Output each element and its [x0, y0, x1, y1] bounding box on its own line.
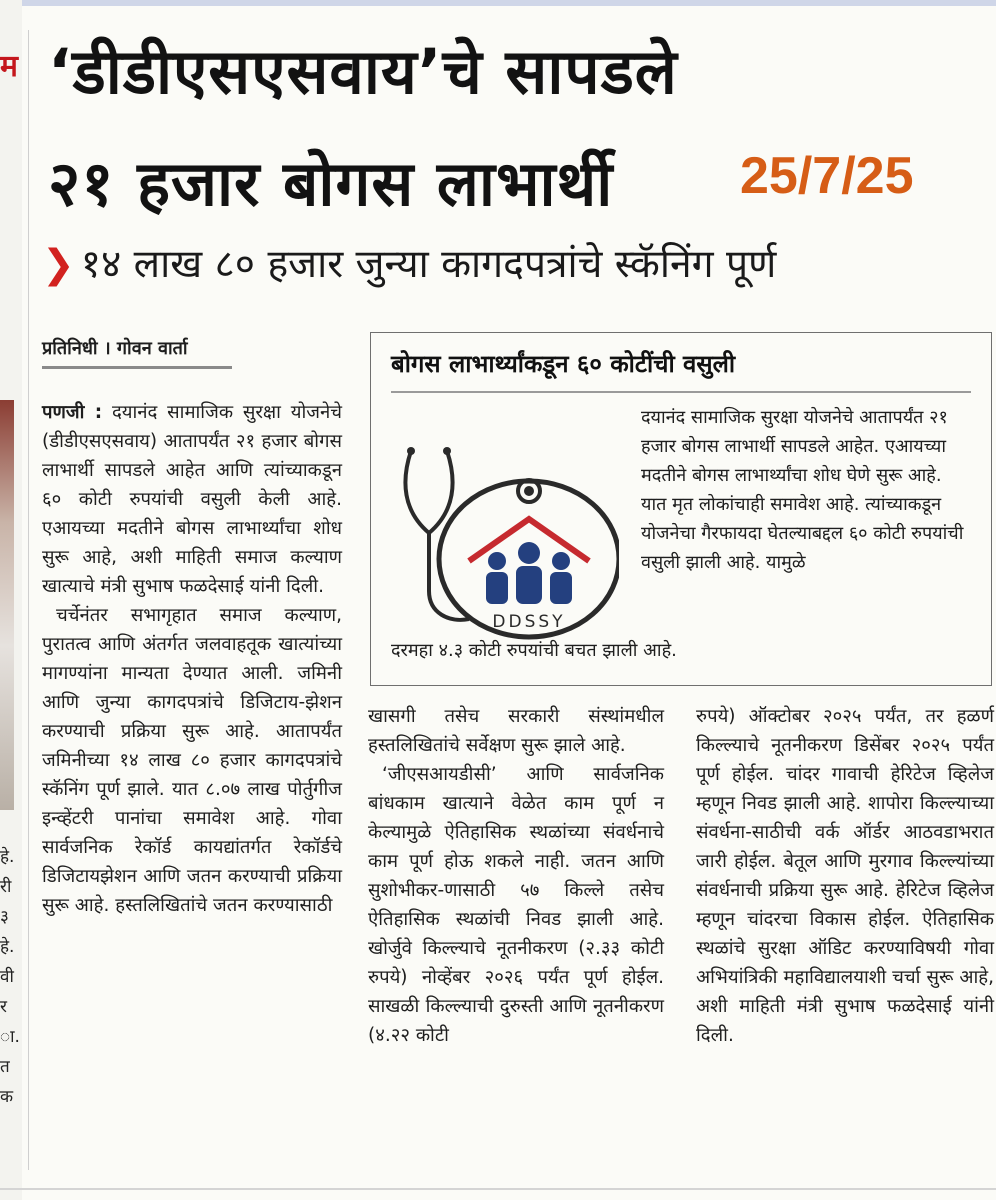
article-column-2	[368, 702, 664, 1050]
paragraph: चर्चेनंतर सभागृहात समाज कल्याण, पुरातत्व आणि अंतर्गत जलवाहतूक खात्यांच्या मागण्यांना मान्यता देण्यात आली. जमिनी आणि जुन्या कागदपत्रांचे डिजिटाय-झेशन करण्याची प्रक्रिया सुरू आहे. आतापर्यंत जमिनीच्या १४ लाख ८० हजार कागदपत्रांचे स्कॅनिंग पूर्ण झाले. यात ८.०७ लाख पोर्तुगीज इन्व्हेंटरी पानांचा समावेश आहे. गोवा सार्वजनिक रेकॉर्ड कायद्यांतर्गत रेकॉर्डचे डिजिटायझेशन आणि जतन करण्याची प्रक्रिया सुरू आहे. हस्तलिखितांचे जतन करण्यासाठी	[42, 605, 342, 916]
headline-line-1: ‘डीडीएसएसवाय’चे सापडले	[48, 35, 678, 108]
sidebar-box-text-tail: दरमहा ४.३ कोटी रुपयांची बचत झाली आहे.	[391, 640, 677, 661]
dateline: पणजी :	[42, 402, 103, 423]
edge-fragment: हे.	[0, 847, 15, 867]
adjacent-headline-fragment: म	[0, 49, 18, 84]
sidebar-box-text: दयानंद सामाजिक सुरक्षा योजनेचे आतापर्यंत २१ हजार बोगस लाभार्थी सापडले आहेत. एआयच्या मदतीने बोगस लाभार्थ्यांचा शोध घेणे सुरू आहे. यात मृत लोकांचाही समावेश आहे. त्यांच्याकडून योजनेचा गैरफायदा घेतल्याबद्दल ६० कोटी रुपयांची वसुली झाली आहे. यामुळे	[641, 407, 964, 573]
handwritten-date: 25/7/25	[740, 147, 914, 205]
logo-text: DDSSY	[492, 612, 566, 632]
edge-fragment: ३	[0, 907, 9, 927]
paragraph	[42, 398, 342, 601]
byline-underline	[42, 366, 232, 369]
edge-fragment: री	[0, 877, 12, 897]
edge-fragment: ा.	[0, 1027, 20, 1047]
adjacent-photo	[0, 400, 14, 810]
ddssy-logo-icon	[389, 441, 619, 641]
paragraph: खासगी तसेच सरकारी संस्थांमधील हस्तलिखितांचे सर्वेक्षण सुरू झाले आहे.	[368, 706, 664, 756]
paragraph: ‘जीएसआयडीसी’ आणि सार्वजनिक बांधकाम खात्याने वेळेत काम पूर्ण न केल्यामुळे ऐतिहासिक स्थळांच्या संवर्धनाचे काम पूर्ण होऊ शकले नाही. जतन आणि सुशोभीकर-णासाठी ५७ किल्ले तसेच ऐतिहासिक स्थळांची निवड झाली आहे. खोर्जुवे किल्ल्याचे नूतनीकरण (२.३३ कोटी रुपये) नोव्हेंबर २०२६ पर्यंत पूर्ण होईल. साखळी किल्ल्याची दुरुस्ती आणि नूतनीकरण (४.२२ कोटी	[368, 764, 664, 1046]
chevron-right-icon: ❯	[42, 242, 75, 287]
sidebar-box	[370, 332, 992, 686]
article-column-3	[696, 702, 994, 1050]
subheadline-text: १४ लाख ८० हजार जुन्या कागदपत्रांचे स्कॅनिंग पूर्ण	[80, 242, 777, 287]
edge-fragment: हे.	[0, 937, 15, 957]
headline-line-2: २१ हजार बोगस लाभार्थी	[48, 147, 614, 220]
adjacent-text-fragments	[0, 842, 20, 1112]
bottom-rule	[0, 1188, 996, 1190]
subheadline	[42, 236, 776, 289]
edge-fragment: र	[0, 997, 7, 1017]
byline: प्रतिनिधी । गोवन वार्ता	[42, 338, 188, 359]
paragraph-text: दयानंद सामाजिक सुरक्षा योजनेचे (डीडीएसएसवाय) आतापर्यंत २१ हजार बोगस लाभार्थी सापडले आहेत आणि त्यांच्याकडून ६० कोटी रुपयांची वसुली केली आहे. एआयच्या मदतीने बोगस लाभार्थ्यांचा शोध सुरू आहे, अशी माहिती समाज कल्याण खात्याचे मंत्री सुभाष फळदेसाई यांनी दिली.	[42, 402, 342, 597]
column-divider	[28, 30, 29, 1170]
top-rule	[0, 0, 996, 6]
paragraph: रुपये) ऑक्टोबर २०२५ पर्यंत, तर हळर्ण किल्ल्याचे नूतनीकरण डिसेंबर २०२५ पर्यंत पूर्ण होईल. चांदर गावाची हेरिटेज व्हिलेज म्हणून निवड झाली आहे. शापोरा किल्ल्याच्या संवर्धना-साठीची वर्क ऑर्डर आठवडाभरात जारी होईल. बेतूल आणि मुरगाव किल्ल्यांच्या संवर्धनाची प्रक्रिया सुरू आहे. हेरिटेज व्हिलेज म्हणून चांदरचा विकास होईल. ऐतिहासिक स्थळांचे सुरक्षा ऑडिट करण्याविषयी गोवा अभियांत्रिकी महाविद्यालयाशी चर्चा सुरू आहे, अशी माहिती मंत्री सुभाष फळदेसाई यांनी दिली.	[696, 706, 994, 1046]
article-column-1	[42, 398, 342, 920]
sidebar-box-title: बोगस लाभार्थ्यांकडून ६० कोटींची वसुली	[391, 350, 736, 378]
edge-fragment: क	[0, 1087, 14, 1107]
edge-fragment: त	[0, 1057, 10, 1077]
sidebar-box-rule	[391, 391, 971, 393]
edge-fragment: वी	[0, 967, 14, 987]
